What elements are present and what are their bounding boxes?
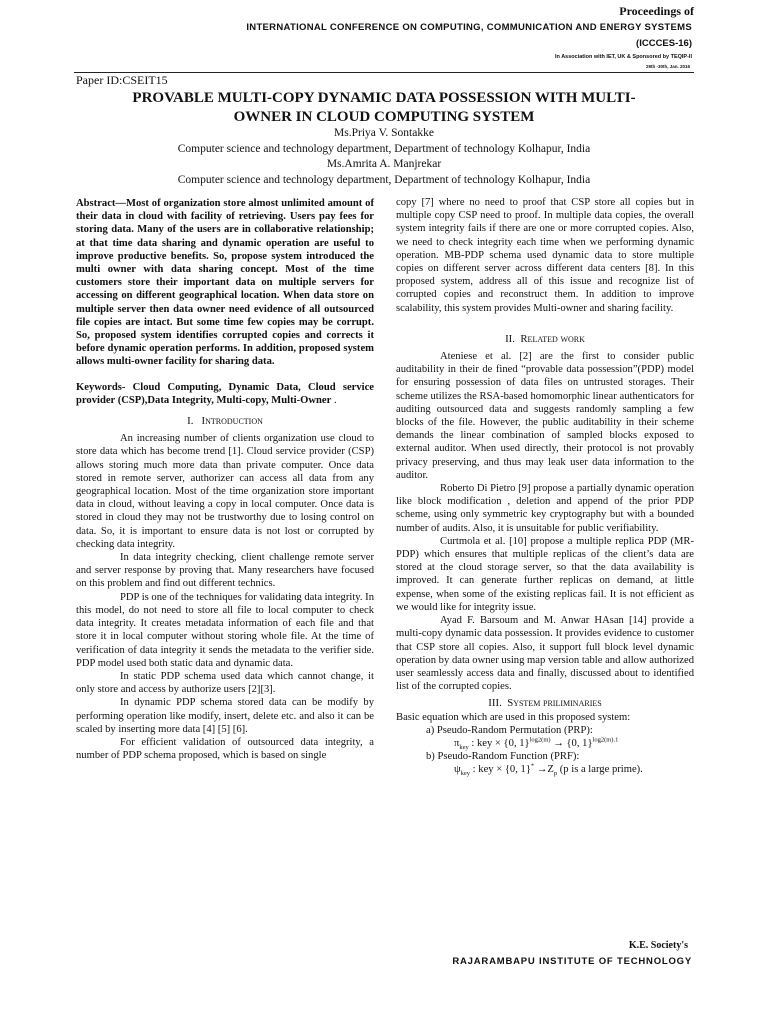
keywords-list: Cloud Computing, Dynamic Data, Cloud service provider (CSP),Data Integrity, Multi-copy, Multi-Owner (76, 381, 374, 406)
paragraph: Ateniese et al. [2] are the first to consider public auditability in their de fined “provable data possession”(PDP) model for ensuring possession of data files on untrusted storages. Their scheme utilizes the RSA-based homomorphic linear authenticators for auditing outsourced data and suggests randomly sampling a few blocks of the file. However, the public auditability in their scheme demands the linear combination of sampled blocks exposed to external auditor. When used directly, their protocol is not provably privacy preserving, and thus may leak user data information to the auditor. (396, 351, 694, 481)
header-conference-abbr: (ICCCES-16) (636, 38, 692, 49)
paragraph: Curtmola et al. [10] propose a multiple replica PDP (MR-PDP) which ensures that multiple replicas of the client’s data are stored at the cloud storage server, so that the data availability is improved. It can generate further replicas on demand, at little expense, when some of the existing replicas fail. It is not efficient as we would like for integrity issue. (396, 535, 694, 613)
paragraph: copy [7] where no need to proof that CSP store all copies but in multiple copy CSP need to proof. In multiple data copies, the overall system integrity fails if there are one or more corrupted copies. Also, we need to check integrity each time when we performing dynamic operation. MB-PDP schema used dynamic data to store multiple copies on different server across different data centers [8]. In this proposed system, address all of this issue and recognize list of corrupted copies and reconstruct them. In addition to improve scalability, this system provides Multi-owner and sharing facility. (396, 197, 694, 314)
header-date: 29th -30th, Jan. 2016 (645, 64, 690, 69)
paper-title (80, 89, 688, 127)
author-affiliation: Computer science and technology department, Department of technology Kolhapur, India (177, 142, 591, 155)
paragraph: Ayad F. Barsoum and M. Anwar HAsan [14] provide a multi-copy dynamic data possession. It provides evidence to customer that CSP store all copies. Also, it support full block level dynamic operation by data owner using map version table and allow authorized user seamlessly access data and finally, discussed about to identified list of the corrupted copies. (396, 615, 694, 693)
author-affiliation: Computer science and technology department, Department of technology Kolhapur, India (177, 173, 591, 186)
keywords (76, 381, 374, 407)
paper-id: Paper ID:CSEIT15 (76, 73, 168, 87)
title-line-2: OWNER IN CLOUD COMPUTING SYSTEM (233, 109, 535, 125)
list-item: a) Pseudo-Random Permutation (PRP): (426, 724, 593, 736)
right-column (396, 196, 694, 777)
section-heading-related-work: II. Related work (505, 332, 585, 345)
paragraph: For efficient validation of outsourced data integrity, a number of PDP schema proposed, which is based on single (76, 736, 374, 762)
footer-society: K.E. Society's (628, 940, 688, 951)
abstract: Abstract—Most of organization store almost unlimited amount of their data in cloud with facility of retrieving. Users pay fees for storing data. Many of the users are in collaborative relationship; at that time data sharing and dynamic operation are useful to improve productive benefits. So, propose system introduced the multi owner with data sharing concept. Most of the time customers store their important data on multiple servers for accessing on different geographical location. When data store on multiple server then data owner need evidence of all outsourced file copies are intact. But some time few copies may be corrupt. So, proposed system identifies corrupted copies and corrects it before dynamic operation performs. In addition, proposed system allows multi-owner facility for sharing data. (76, 198, 374, 368)
author-name: Ms.Amrita A. Manjrekar (326, 158, 442, 170)
list-item: b) Pseudo-Random Function (PRF): (426, 751, 580, 763)
header-proceedings: Proceedings of (619, 4, 694, 18)
keywords-end: . (331, 394, 337, 406)
keywords-label: Keywords- (76, 381, 126, 393)
paragraph: In dynamic PDP schema stored data can be modify by performing operation like modify, insert, delete etc. and also it can be scaled by inserting more data [4] [5] [6]. (76, 697, 374, 735)
paragraph: PDP is one of the techniques for validating data integrity. In this model, do not need to store all file to local computer to check data integrity. It creates metadata information of each file and that store it in local computer without storing whole file. At the time of verification of data integrity it sends the metadata to the verifier side. PDP model used both static data and dynamic data. (76, 591, 374, 669)
paragraph: Basic equation which are used in this proposed system: (396, 711, 631, 723)
equation-prp: $\pi_{key}$ : key × {0, 1}$^{log2(m)}$ → {0, 1}$^{log2(m).1}$ (454, 736, 619, 752)
header-association: In Association with IET, UK & Sponsored by TEQIP-II (554, 54, 692, 60)
header-conference-name: INTERNATIONAL CONFERENCE ON COMPUTING, COMMUNICATION AND ENERGY SYSTEMS (246, 22, 692, 33)
paragraph: Roberto Di Pietro [9] propose a partially dynamic operation like block modification , deletion and append of the prior PDP scheme, using only symmetric key cryptography but with a bounded number of audits. Also, it is unsuitable for public verifiability. (396, 483, 694, 534)
author-block (80, 126, 688, 188)
section-heading-introduction: I. Introduction (187, 415, 263, 428)
paragraph: In data integrity checking, client challenge remote server and server response by proving that. Many researchers have focused on this problem and find out different technics. (76, 552, 374, 590)
equation-prf: $\psi_{key}$ : key × {0, $1\}^* \to Z_p$ (p is a large prime). (454, 762, 643, 778)
paragraph: In static PDP schema used data which cannot change, it only store and access by authorize users [2][3]. (76, 670, 374, 696)
left-column (76, 197, 374, 762)
title-line-1: PROVABLE MULTI-COPY DYNAMIC DATA POSSESSION WITH MULTI- (132, 90, 636, 106)
author-name: Ms.Priya V. Sontakke (334, 127, 434, 139)
section-heading-system-preliminaries: III. System priliminaries (488, 697, 602, 710)
paragraph: An increasing number of clients organization use cloud to store data which has become trend [1]. Cloud service provider (CSP) allows storing much more data than private computer. Once data stored in remote server, authorizer can access all data from any geographical location. Most of the time organization store important data in cloud, without leaving a copy in local computer. Once data is stored in cloud they may not be trustworthy due to losing control on data. So, it is important to ensure data is not lost or corrupted by checking data integrity. (76, 433, 374, 550)
footer-institute: RAJARAMBAPU INSTITUTE OF TECHNOLOGY (452, 956, 692, 967)
